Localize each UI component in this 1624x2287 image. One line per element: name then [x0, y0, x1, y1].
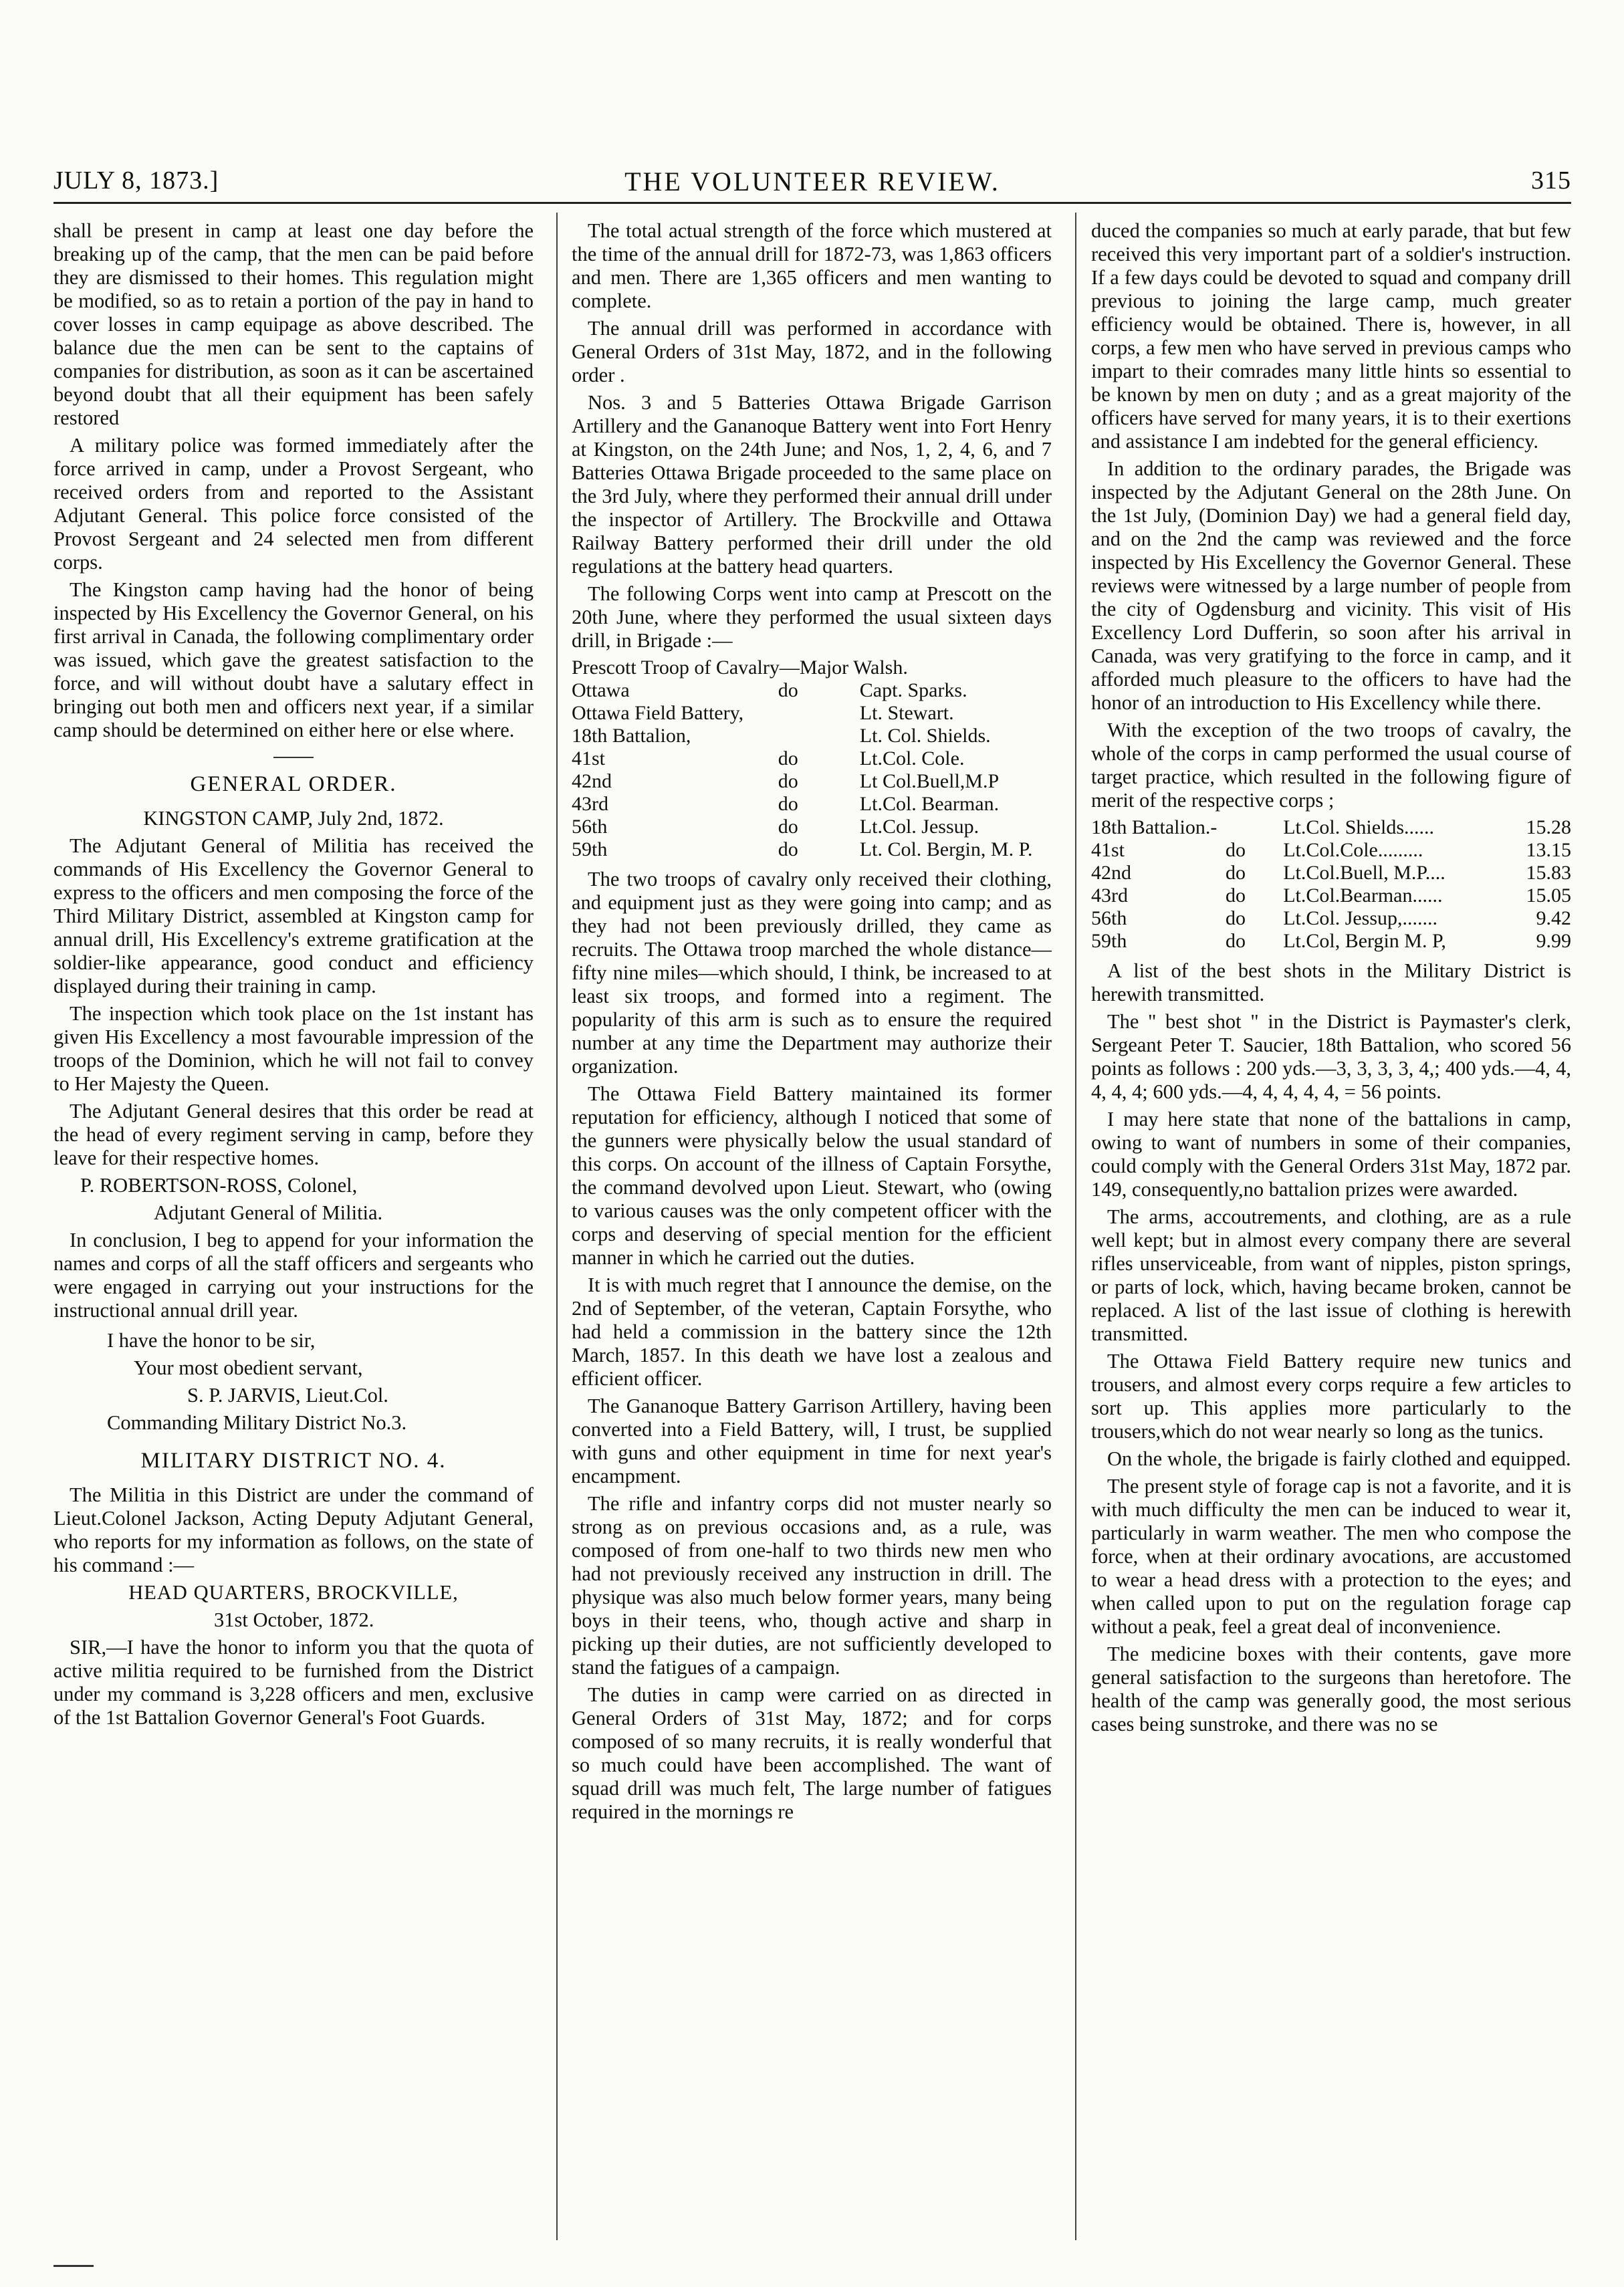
- table-cell-cmd: Lt.Col. Bearman.: [859, 793, 1000, 815]
- table-cell-do: do: [1226, 930, 1246, 952]
- paragraph: I may here state that none of the battalions in camp, owing to want of numbers in some of their companies, could comply with the General Orders 31st May, 1872 par. 149, consequently,no battalion prizes were awarded.: [1091, 1108, 1571, 1201]
- corps-row: [572, 838, 1052, 861]
- table-cell-unit: 43rd: [572, 793, 608, 815]
- table-cell-do: do: [1226, 884, 1246, 907]
- corps-row: [572, 816, 1052, 838]
- page-number: 315: [1531, 166, 1571, 195]
- table-cell-score: 9.99: [1536, 930, 1571, 952]
- corps-row: [572, 679, 1052, 702]
- score-row: [1091, 930, 1571, 953]
- header-rule: [53, 202, 1571, 204]
- table-cell-do: do: [778, 679, 798, 701]
- table-cell-unit: 18th Battalion.-: [1091, 816, 1217, 838]
- paragraph: The Ottawa Field Battery require new tunics and trousers, and almost every corps require a few articles to sort up. This applies more particularly to the trousers,which do not wear nearly so long as the tunics.: [1091, 1350, 1571, 1443]
- table-cell-cmd: Lt. Col. Bergin, M. P.: [859, 838, 1033, 860]
- table-cell-cmd: Lt.Col.Cole.........: [1283, 839, 1423, 861]
- paragraph: shall be present in camp at least one day before the breaking up of the camp, that the men can be paid before they are dismissed to their homes. This regulation might be modified, so as to retain a portion of the pay in hand to cover losses in camp equipage as above described. The balance due the men can be sent to the captains of companies for distribution, as soon as it can be ascertained beyond doubt that all their equipment has been safely restored: [53, 219, 534, 429]
- paragraph: The inspection which took place on the 1st instant has given His Excellency a most favourable impression of the troops of the Dominion, which he will not fail to convey to Her Majesty the Queen.: [53, 1002, 534, 1095]
- table-cell-score: 15.83: [1526, 862, 1571, 884]
- page-foot-rule: [53, 2265, 94, 2267]
- paragraph: The Kingston camp having had the honor of being inspected by His Excellency the Governor General, on his first arrival in Canada, the following complimentary order was issued, which gave the greatest satisfaction to the force, and will without doubt have a salutary effect in bringing out both men and officers next year, if a similar camp should be determined on either here or else where.: [53, 578, 534, 741]
- closing-title: Commanding Military District No.3.: [107, 1411, 407, 1434]
- table-cell-unit: 42nd: [572, 770, 612, 792]
- score-row: [1091, 839, 1571, 862]
- table-cell-unit: Prescott Troop of Cavalry—Major Walsh.: [572, 656, 908, 679]
- score-row: [1091, 907, 1571, 930]
- paragraph: A list of the best shots in the Military District is herewith transmitted.: [1091, 959, 1571, 1005]
- paragraph: The " best shot " in the District is Paymaster's clerk, Sergeant Peter T. Saucier, 18th Battalion, who scored 56 points as follows : 200 yds.—3, 3, 3, 3, 4,; 400 yds.—4, 4, 4, 4, 4; 600 yds.—4, 4, 4, 4, 4, = 56 points.: [1091, 1010, 1571, 1103]
- corps-row: [572, 725, 1052, 747]
- closing-line: Your most obedient servant,: [134, 1356, 363, 1379]
- table-cell-do: [778, 725, 860, 747]
- paragraph: The Ottawa Field Battery maintained its former reputation for efficiency, although I noticed that some of the gunners were physically below the usual standard of this corps. On account of the illness of Captain Forsythe, the command devolved upon Lieut. Stewart, who (owing to various causes was the only competent officer with the corps and deserving of special mention for the efficient manner in which he carried out the duties.: [572, 1082, 1052, 1269]
- table-cell-do: do: [778, 747, 798, 769]
- table-cell-do: do: [778, 838, 798, 860]
- table-cell-unit: 18th Battalion,: [572, 725, 691, 747]
- table-cell-do: do: [778, 793, 798, 815]
- table-cell-unit: Ottawa Field Battery,: [572, 702, 744, 724]
- paragraph: The Adjutant General of Militia has received the commands of His Excellency the Governor General to express to the officers and men composing the force of the Third Military District, assembled at Kingston camp for annual drill, His Excellency's extreme gratification at the soldier-like appearance, good conduct and efficiency displayed during their training in camp.: [53, 834, 534, 997]
- table-cell-cmd: Lt.Col. Jessup.: [859, 816, 979, 838]
- table-cell-do: [1226, 816, 1283, 839]
- table-cell-score: 9.42: [1536, 907, 1571, 929]
- target-practice-table: [1091, 816, 1571, 953]
- corps-table: [572, 656, 1052, 861]
- issue-date: JULY 8, 1873.]: [53, 166, 219, 195]
- publication-title: THE VOLUNTEER REVIEW.: [624, 166, 1000, 197]
- corps-row: [572, 793, 1052, 816]
- column-2: [572, 219, 1052, 2240]
- paragraph: The total actual strength of the force which mustered at the time of the annual drill for 1872-73, was 1,863 officers and men. There are 1,365 officers and men wanting to complete.: [572, 219, 1052, 312]
- paragraph: The duties in camp were carried on as directed in General Orders of 31st May, 1872; and for corps composed of so many recruits, it is really wonderful that so much could have been accomplished. The want of squad drill was much felt, The large number of fatigues required in the mornings re: [572, 1683, 1052, 1823]
- table-cell-unit: 59th: [572, 838, 608, 860]
- table-cell-cmd: Lt.Col.Bearman......: [1283, 884, 1443, 907]
- column-divider: [1075, 213, 1076, 2240]
- table-cell-cmd: Lt.Col. Jessup,.......: [1283, 907, 1438, 929]
- table-cell-unit: 56th: [1091, 907, 1127, 929]
- column-1: [53, 219, 534, 2240]
- corps-row: [572, 770, 1052, 793]
- corps-row: [572, 747, 1052, 770]
- paragraph: SIR,—I have the honor to inform you that the quota of active militia required to be furnished from the District under my command is 3,228 officers and men, exclusive of the 1st Battalion Governor General's Foot Guards.: [53, 1636, 534, 1729]
- paragraph: The Adjutant General desires that this order be read at the head of every regiment serving in camp, before they leave for their respective homes.: [53, 1100, 534, 1169]
- headquarters-date: 31st October, 1872.: [214, 1608, 374, 1631]
- paragraph: The two troops of cavalry only received their clothing, and equipment just as they were going into camp; and as they had not been previously drilled, they came as recruits. The Ottawa troop marched the whole distance—fifty nine miles—which should, I think, be increased to at least six troops, and formed into a regiment. The popularity of this arm is such as to ensure the required number at any time the Department may authorize their organization.: [572, 868, 1052, 1078]
- paragraph: duced the companies so much at early parade, that but few received this very important part of a soldier's instruction. If a few days could be devoted to squad and company drill previous to joining the large camp, much greater efficiency would be obtained. There is, however, in all corps, a few men who have served in previous camps who impart to their comrades many little hints so essential to be known by men on duty ; and as a great majority of the officers have served for many years, it is to their exertions and assistance I am indebted for the general efficiency.: [1091, 219, 1571, 453]
- table-cell-unit: 56th: [572, 816, 608, 838]
- table-cell-cmd: Lt.Col, Bergin M. P,: [1283, 930, 1446, 952]
- table-cell-unit: 59th: [1091, 930, 1127, 952]
- paragraph: In addition to the ordinary parades, the Brigade was inspected by the Adjutant General on the 28th June. On the 1st July, (Dominion Day) we had a general field day, and on the 2nd the camp was reviewed and the force inspected by His Excellency the Governor General. These reviews were witnessed by a large number of people from the city of Ogdensburg and vicinity. This visit of His Excellency Lord Dufferin, so soon after his arrival in Canada, was very gratifying to the force in camp, and it afforded much pleasure to the officers to have had the honor of an introduction to His Excellency while there.: [1091, 457, 1571, 714]
- table-cell-cmd: Lt.Col. Shields......: [1283, 816, 1435, 838]
- paragraph: The Militia in this District are under the command of Lieut.Colonel Jackson, Acting Deputy Adjutant General, who reports for my information as follows, on the state of his command :—: [53, 1483, 534, 1576]
- table-cell-score: 15.05: [1526, 884, 1571, 907]
- table-cell-cmd: Lt.Col.Buell, M.P....: [1283, 862, 1445, 884]
- table-cell-cmd: Lt Col.Buell,M.P: [859, 770, 1000, 792]
- column-divider: [556, 213, 558, 2240]
- table-cell-cmd: Lt. Col. Shields.: [859, 725, 991, 747]
- paragraph: The Gananoque Battery Garrison Artillery, having been converted into a Field Battery, will, I trust, be supplied with guns and other equipment in time for next year's encampment.: [572, 1395, 1052, 1487]
- table-cell-unit: 41st: [572, 747, 606, 769]
- signature-title: Adjutant General of Militia.: [154, 1201, 383, 1224]
- score-row: [1091, 816, 1571, 839]
- paragraph: The rifle and infantry corps did not muster nearly so strong as on previous occasions and, as a rule, was composed of from one-half to two thirds new men who had not previously received any instruction in drill. The physique was also much below former years, many being boys in their teens, who, though active and sharp in picking up their duties, are not sufficiently developed to stand the fatigues of a campaign.: [572, 1492, 1052, 1679]
- score-row: [1091, 862, 1571, 884]
- paragraph: The present style of forage cap is not a favorite, and it is with much difficulty the men can be induced to wear it, particularly in warm weather. The men who compose the force, when at their ordinary avocations, are accustomed to wear a head dress with a protection to the eyes; and when called upon to put on the regulation forage cap without a peak, feel a great deal of inconvenience.: [1091, 1475, 1571, 1638]
- paragraph: In conclusion, I beg to append for your information the names and corps of all the staff officers and sergeants who were engaged in carrying out your instructions for the instructional annual drill year.: [53, 1229, 534, 1322]
- table-cell-do: do: [1226, 839, 1246, 861]
- table-cell-do: do: [778, 770, 798, 792]
- table-cell-do: do: [1226, 862, 1246, 884]
- table-cell-cmd: Lt. Stewart.: [859, 702, 954, 724]
- table-cell-score: 13.15: [1526, 839, 1571, 861]
- corps-row: [572, 702, 1052, 725]
- paragraph: The medicine boxes with their contents, gave more general satisfaction to the surgeons than heretofore. The health of the camp was generally good, the most serious cases being sunstroke, and there was no se: [1091, 1643, 1571, 1735]
- paragraph: A military police was formed immediately after the force arrived in camp, under a Provost Sergeant, who received orders from and reported to the Assistant Adjutant General. This police force consisted of the Provost Sergeant and 24 selected men from different corps.: [53, 434, 534, 574]
- section-rule: [273, 757, 314, 758]
- paragraph: The arms, accoutrements, and clothing, are as a rule well kept; but in almost every company there are several rifles unserviceable, from want of nipples, piston springs, or parts of lock, which, having became broken, cannot be replaced. A list of the last issue of clothing is herewith transmitted.: [1091, 1205, 1571, 1345]
- table-cell-cmd: Lt.Col. Cole.: [859, 747, 965, 769]
- table-cell-do: [778, 702, 860, 725]
- table-cell-cmd: Capt. Sparks.: [859, 679, 967, 701]
- table-cell-unit: Ottawa: [572, 679, 630, 701]
- headquarters-line: HEAD QUARTERS, BROCKVILLE,: [128, 1581, 459, 1604]
- closing-signature: S. P. JARVIS, Lieut.Col.: [187, 1384, 388, 1407]
- signature-name: P. ROBERTSON-ROSS, Colonel,: [80, 1174, 358, 1197]
- table-cell-unit: 43rd: [1091, 884, 1128, 907]
- paragraph: On the whole, the brigade is fairly clothed and equipped.: [1107, 1447, 1571, 1470]
- general-order-heading: GENERAL ORDER.: [190, 772, 397, 796]
- table-cell-do: do: [1226, 907, 1246, 929]
- paragraph: With the exception of the two troops of cavalry, the whole of the corps in camp performed the usual course of target practice, which resulted in the following figure of merit of the respective corps ;: [1091, 719, 1571, 812]
- paragraph: The following Corps went into camp at Prescott on the 20th June, where they performed the usual sixteen days drill, in Brigade :—: [572, 582, 1052, 652]
- page-header: [53, 166, 1571, 206]
- column-3: [1091, 219, 1571, 2240]
- closing-line: I have the honor to be sir,: [107, 1329, 316, 1352]
- paragraph: Nos. 3 and 5 Batteries Ottawa Brigade Garrison Artillery and the Gananoque Battery went into Fort Henry at Kingston, on the 24th June; and Nos, 1, 2, 4, 6, and 7 Batteries Ottawa Brigade proceeded to the same place on the 3rd July, where they performed their annual drill under the inspector of Artillery. The Brockville and Ottawa Railway Battery performed their drill under the old regulations at the battery head quarters.: [572, 391, 1052, 578]
- table-cell-score: 15.28: [1526, 816, 1571, 838]
- score-row: [1091, 884, 1571, 907]
- table-cell-unit: 41st: [1091, 839, 1125, 861]
- district-heading: MILITARY DISTRICT NO. 4.: [140, 1449, 447, 1473]
- table-cell-do: do: [778, 816, 798, 838]
- table-cell-unit: 42nd: [1091, 862, 1131, 884]
- paragraph: The annual drill was performed in accordance with General Orders of 31st May, 1872, and in the following order .: [572, 317, 1052, 386]
- dateline: KINGSTON CAMP, July 2nd, 1872.: [143, 807, 444, 830]
- paragraph: It is with much regret that I announce the demise, on the 2nd of September, of the veteran, Captain Forsythe, who had held a commission in the battery since the 12th March, 1857. In this death we have lost a zealous and efficient officer.: [572, 1274, 1052, 1390]
- corps-row: [572, 656, 1052, 679]
